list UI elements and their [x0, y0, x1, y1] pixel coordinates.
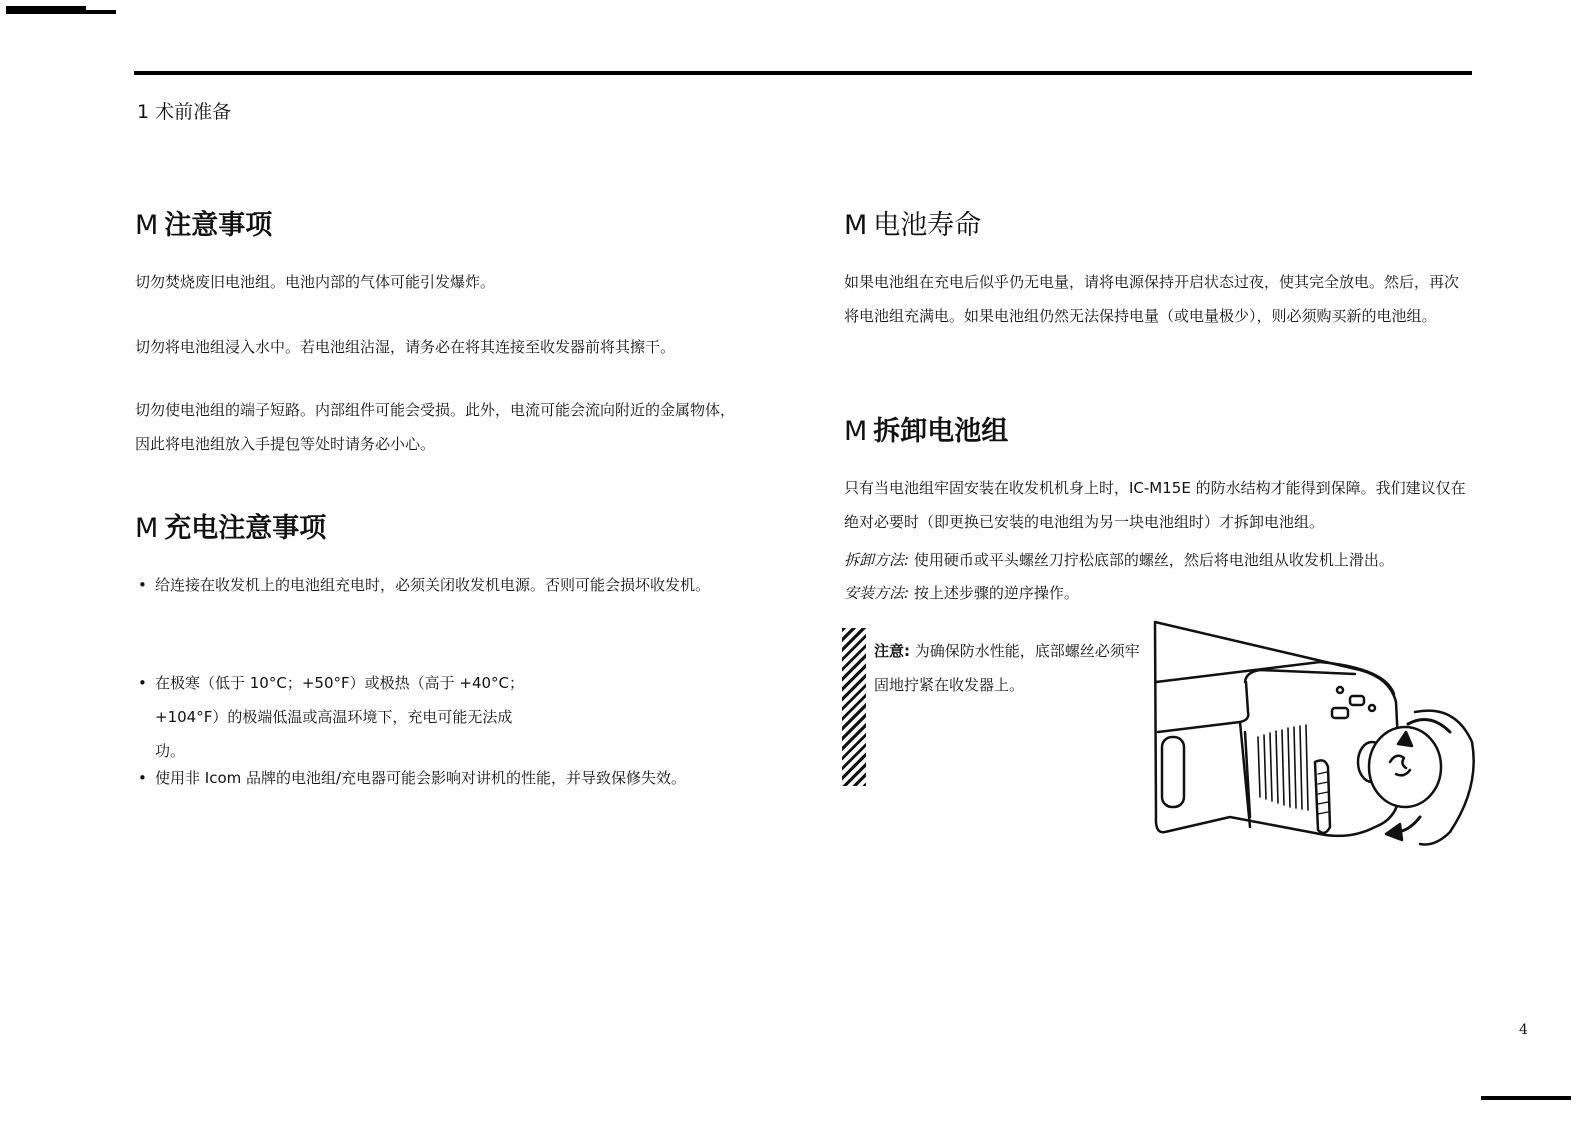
- install-text: 按上述步骤的逆序操作。: [913, 584, 1079, 602]
- section-title: 注意事项: [164, 210, 273, 241]
- paragraph: 如果电池组在充电后似乎仍无电量，请将电源保持开启状态过夜，使其完全放电。然后，再次将电池组充满电。如果电池组仍然无法保持电量（或电量极少），则必须购买新的电池组。: [844, 273, 1460, 325]
- bullet-dot: •: [138, 674, 147, 692]
- install-method: [844, 577, 1472, 609]
- install-label: 安装方法:: [844, 584, 910, 602]
- note-hatch-bar: [842, 628, 866, 786]
- chapter-title: 1 术前准备: [137, 101, 232, 123]
- section-title: 充电注意事项: [164, 513, 327, 544]
- section-marker: M: [135, 210, 159, 241]
- list-item-text: 使用非 Icom 品牌的电池组/充电器可能会影响对讲机的性能，并导致保修失效。: [155, 769, 687, 787]
- corner-crop-mark: [1481, 1096, 1571, 1100]
- list-item: [135, 568, 735, 602]
- bullet-dot: •: [138, 576, 147, 594]
- section-title: 拆卸电池组: [873, 416, 1009, 447]
- paragraph: 切勿将电池组浸入水中。若电池组沾湿，请务必在将其连接至收发器前将其擦干。: [135, 338, 676, 356]
- list-item: [135, 761, 755, 795]
- paragraph: 切勿使电池组的端子短路。内部组件可能会受损。此外，电流可能会流向附近的金属物体，因此将电池组放入手提包等处时请务必小心。: [135, 401, 736, 453]
- bullet-dot: •: [138, 769, 147, 787]
- section-heading-remove-battery: [844, 415, 1008, 449]
- removal-method: [844, 544, 1472, 576]
- note-label: 注意:: [874, 642, 910, 660]
- list-item-text: 在极寒（低于 10°C；+50°F）或极热（高于 +40°C；+104°F）的极端低温或高温环境下，充电可能无法成功。: [155, 674, 525, 760]
- section-heading-charging: [135, 512, 326, 546]
- note-text: 为确保防水性能，底部螺丝必须牢固地拧紧在收发器上。: [874, 642, 1140, 694]
- page-number: 4: [1519, 1022, 1528, 1038]
- section-heading-precautions: [135, 209, 272, 243]
- battery-removal-illustration: [1150, 612, 1480, 874]
- header-rule: [134, 71, 1472, 75]
- section-title: 电池寿命: [873, 210, 982, 241]
- list-item-text: 给连接在收发机上的电池组充电时，必须关闭收发机电源。否则可能会损坏收发机。: [155, 576, 711, 594]
- list-item: [135, 666, 525, 768]
- paragraph: 只有当电池组牢固安装在收发机机身上时，IC-M15E 的防水结构才能得到保障。我们建议仅在绝对必要时（即更换已安装的电池组为另一块电池组时）才拆卸电池组。: [844, 479, 1466, 531]
- section-heading-battery-life: [844, 209, 981, 243]
- paragraph: 切勿焚烧废旧电池组。电池内部的气体可能引发爆炸。: [135, 273, 496, 291]
- removal-label: 拆卸方法:: [844, 551, 910, 569]
- section-marker: M: [844, 210, 868, 241]
- section-marker: M: [844, 416, 868, 447]
- removal-text: 使用硬币或平头螺丝刀拧松底部的螺丝，然后将电池组从收发机上滑出。: [913, 551, 1394, 569]
- corner-crop-mark: [6, 10, 116, 14]
- section-marker: M: [135, 513, 159, 544]
- note-box: [874, 634, 1144, 702]
